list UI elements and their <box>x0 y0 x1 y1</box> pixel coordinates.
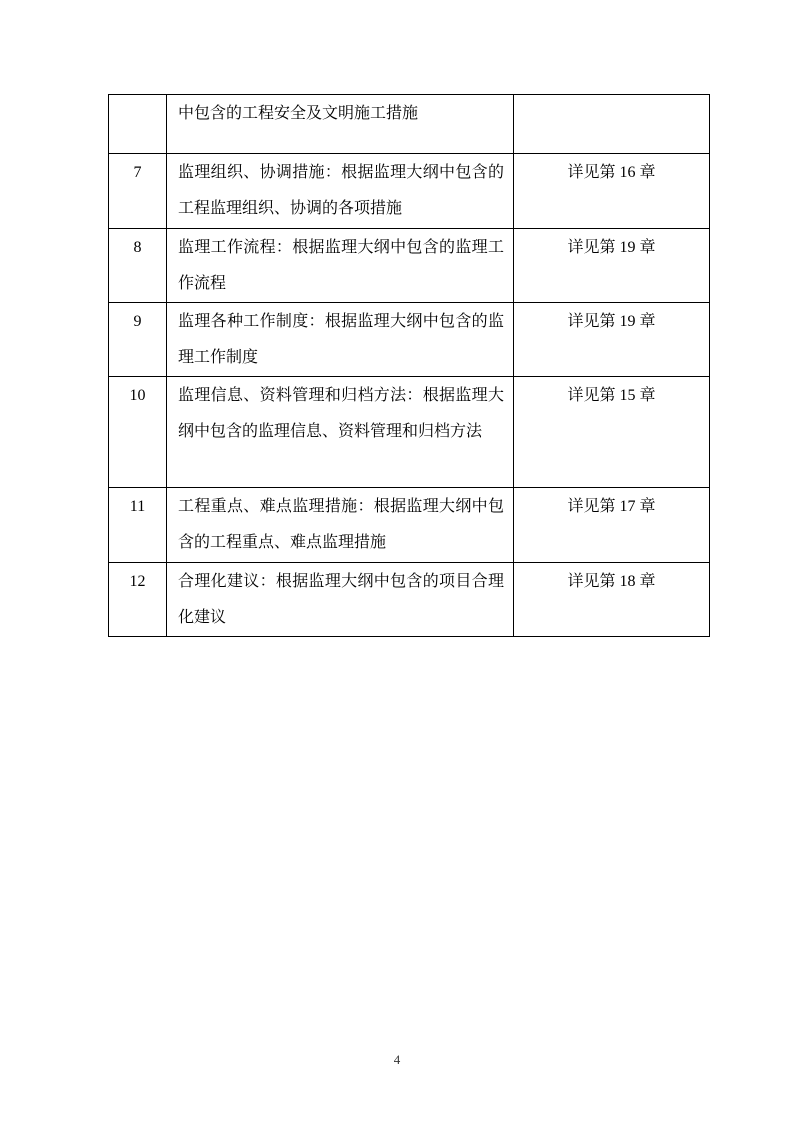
reference-cell: 详见第 17 章 <box>514 488 710 563</box>
reference-cell <box>514 95 710 154</box>
description-cell: 工程重点、难点监理措施：根据监理大纲中包含的工程重点、难点监理措施 <box>167 488 514 563</box>
description-cell: 监理组织、协调措施：根据监理大纲中包含的工程监理组织、协调的各项措施 <box>167 154 514 229</box>
table-row <box>109 303 710 377</box>
row-number-cell: 10 <box>109 377 167 488</box>
description-cell: 监理信息、资料管理和归档方法：根据监理大纲中包含的监理信息、资料管理和归档方法 <box>167 377 514 488</box>
page-number: 4 <box>393 1052 401 1067</box>
description-cell: 监理各种工作制度：根据监理大纲中包含的监理工作制度 <box>167 303 514 377</box>
row-number-cell: 12 <box>109 563 167 637</box>
reference-cell: 详见第 16 章 <box>514 154 710 229</box>
reference-cell: 详见第 18 章 <box>514 563 710 637</box>
table-row <box>109 563 710 637</box>
description-cell: 中包含的工程安全及文明施工措施 <box>167 95 514 154</box>
supervision-outline-table <box>108 94 710 637</box>
reference-cell: 详见第 19 章 <box>514 303 710 377</box>
description-cell: 监理工作流程：根据监理大纲中包含的监理工作流程 <box>167 229 514 303</box>
table-row <box>109 229 710 303</box>
table-row <box>109 488 710 563</box>
table-row <box>109 95 710 154</box>
row-number-cell <box>109 95 167 154</box>
table-row <box>109 154 710 229</box>
table-row <box>109 377 710 488</box>
row-number-cell: 9 <box>109 303 167 377</box>
row-number-cell: 11 <box>109 488 167 563</box>
description-cell: 合理化建议：根据监理大纲中包含的项目合理化建议 <box>167 563 514 637</box>
reference-cell: 详见第 15 章 <box>514 377 710 488</box>
row-number-cell: 8 <box>109 229 167 303</box>
row-number-cell: 7 <box>109 154 167 229</box>
reference-cell: 详见第 19 章 <box>514 229 710 303</box>
